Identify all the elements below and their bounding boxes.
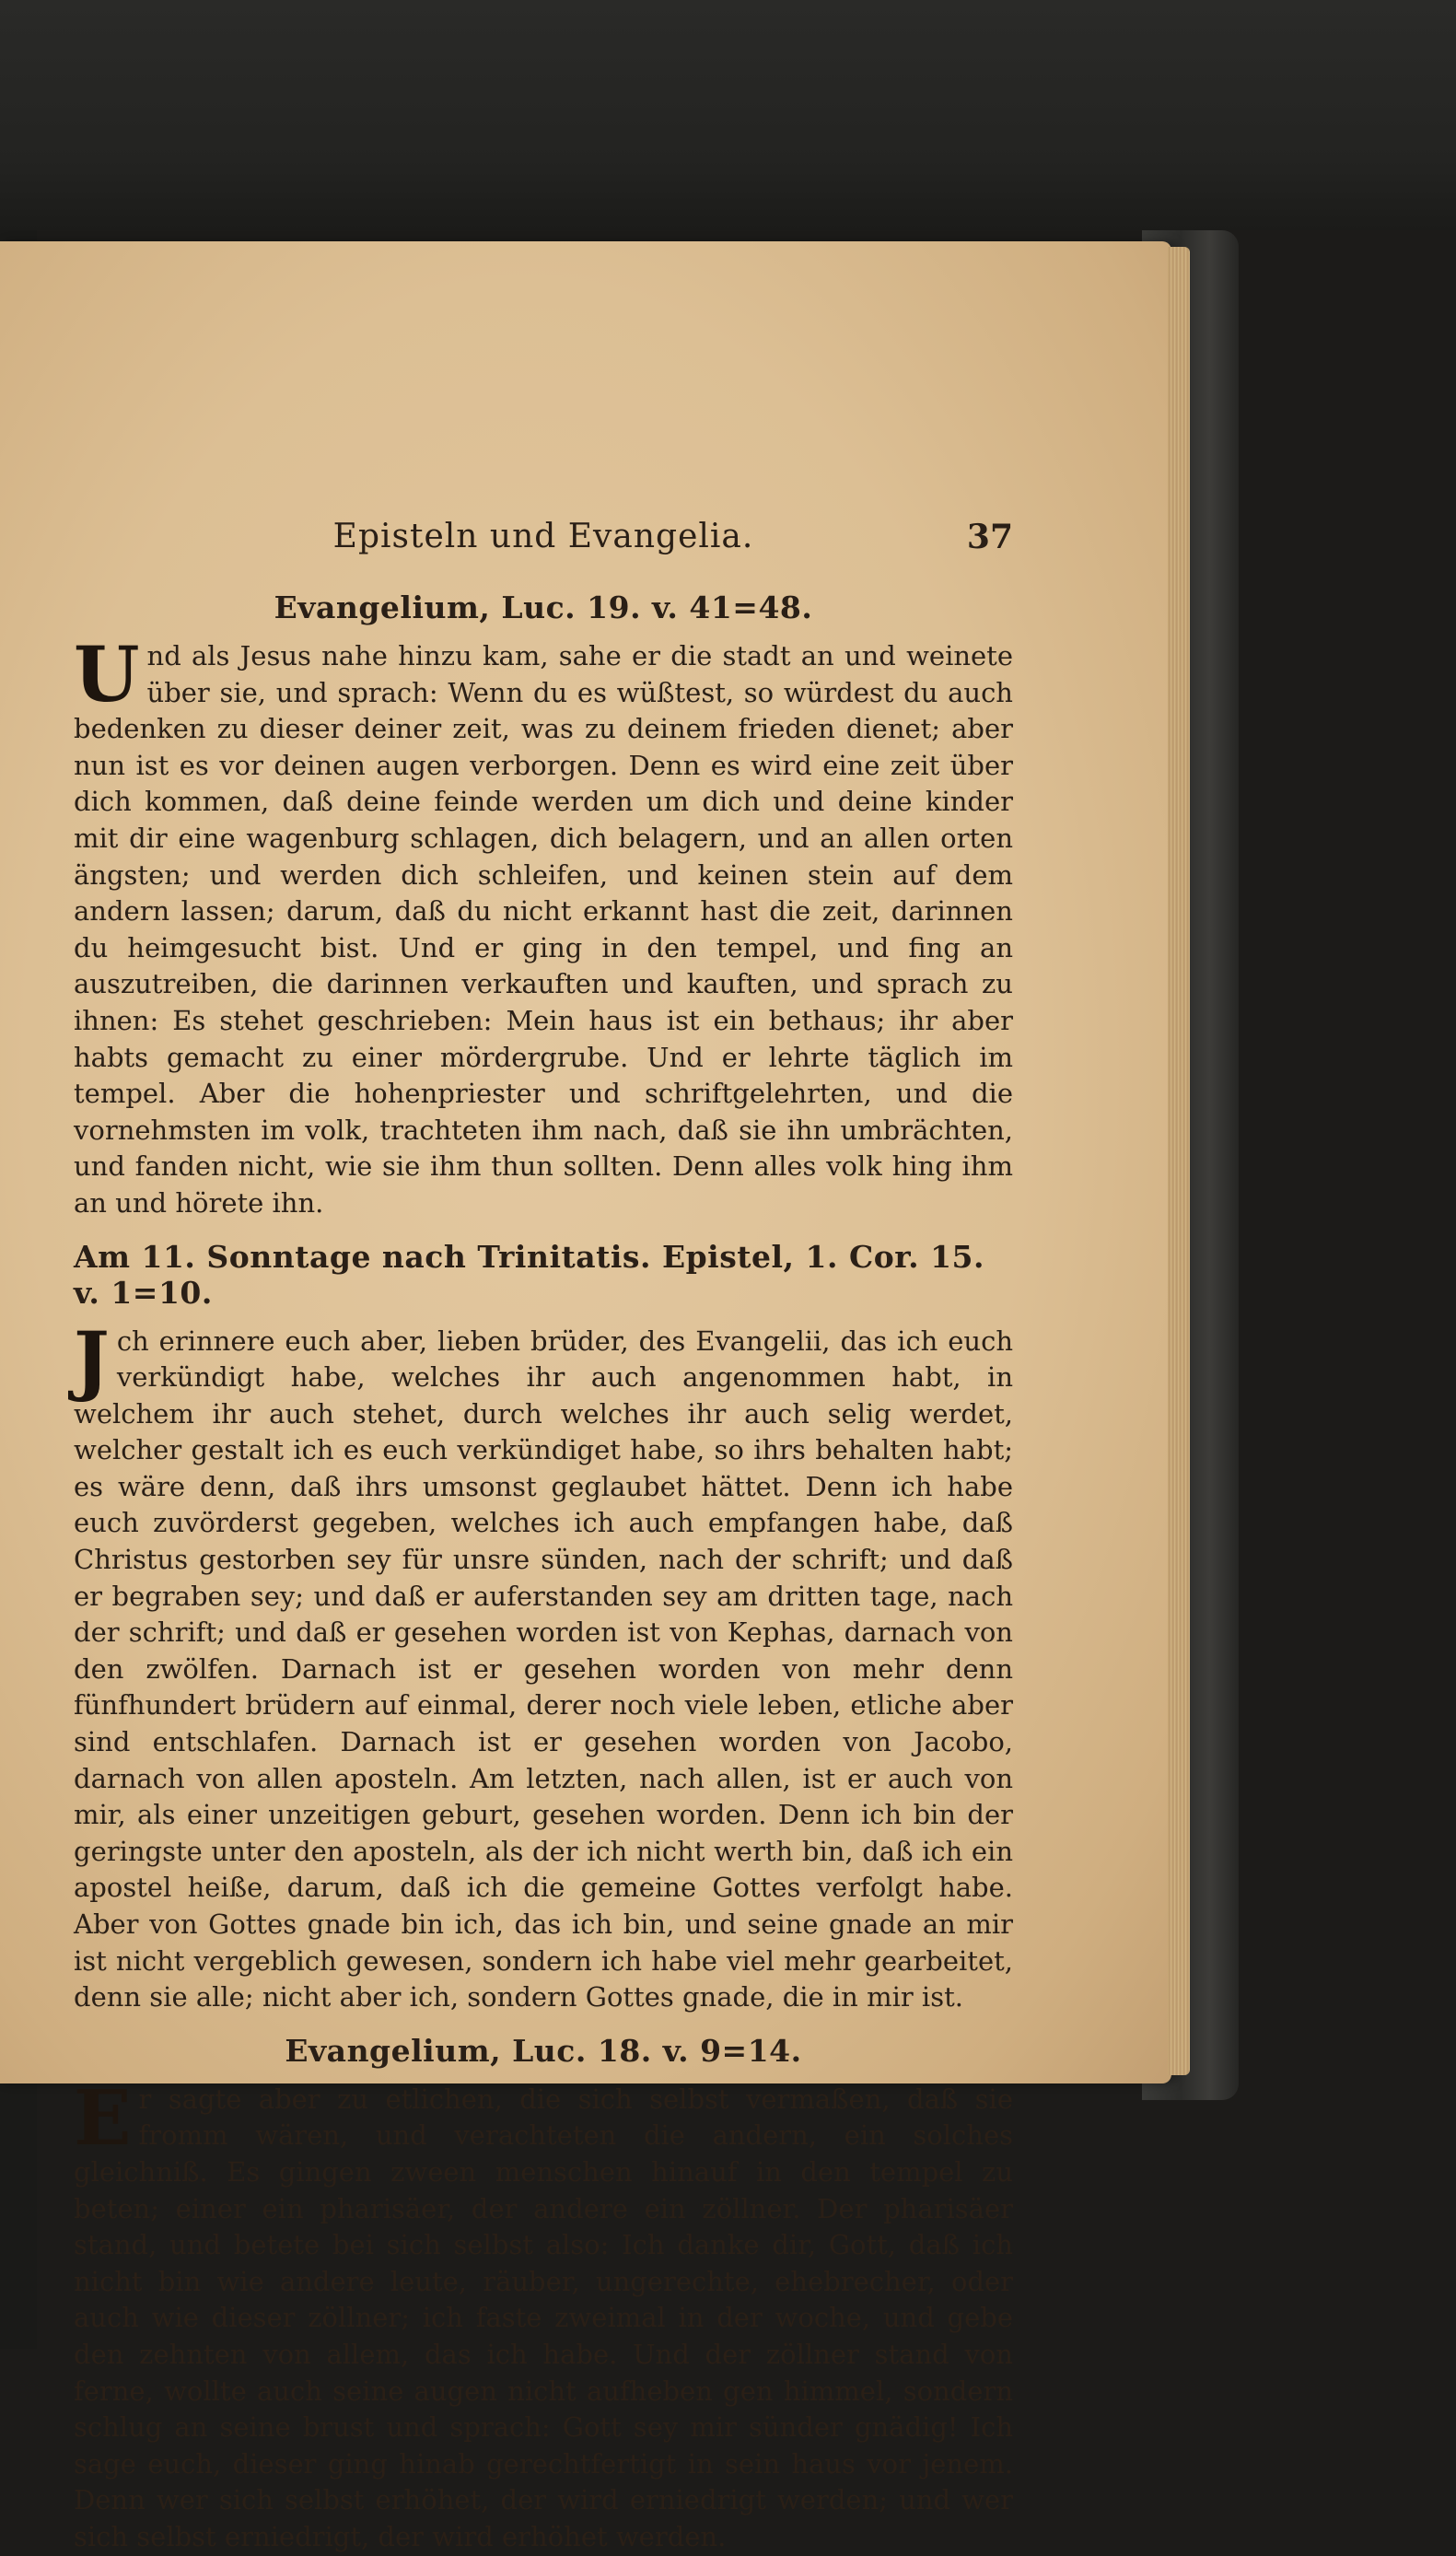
page-edges bbox=[1168, 247, 1190, 2075]
section-heading-gospel-luke-18: Evangelium, Luc. 18. v. 9=14. bbox=[285, 2032, 802, 2069]
section-text-gospel-luke-18 bbox=[74, 2073, 1013, 2556]
book-page bbox=[0, 241, 1171, 2552]
section-text-gospel-luke-19 bbox=[74, 631, 1013, 1222]
paragraph-text: r sagte aber zu etlichen, die sich selbst vermaßen, daß sie fromm wären, und verachteten die andern, ein solches gleichniß. Es gingen zween menschen hinauf in den tempel zu beten; einer ein pharisäer, der andere ein zöllner. Der pharisäer stand, und betete bei sich selbst also: Ich danke dir, Gott, daß ich nicht bin wie andere leute, räuber, ungerechte, ehebrecher, oder auch wie dieser zöllner; ich faste zweimal in der woche, und gebe den zehnten von allem, das ich habe. Und der zöllner stand von ferne, wollte auch seine augen nicht aufheben gen himmel, sondern schlug an seine brust und sprach: Gott sey mir sünder gnädig! Ich sage euch, dieser ging hinab gerechtfertigt in sein haus vor jenem. Denn wer sich selbst erhöhet, der wird erniedrigt werden; und wer sich selbst erniedrigt, der wird erhöhet werden. bbox=[74, 2083, 1013, 2552]
section-text-epistle-cor-15 bbox=[74, 1315, 1013, 2016]
background-top bbox=[0, 0, 1456, 230]
running-title: Episteln und Evangelia. bbox=[332, 518, 754, 555]
drop-cap: E bbox=[74, 2073, 132, 2163]
section-heading-epistle-cor-15: Am 11. Sonntage nach Trinitatis. Epistel, 1. Cor. 15. v. 1=10. bbox=[74, 1238, 984, 1311]
drop-cap: U bbox=[74, 631, 140, 719]
drop-cap: J bbox=[74, 1315, 110, 1405]
page-number: 37 bbox=[966, 518, 1013, 556]
section-heading-gospel-luke-19: Evangelium, Luc. 19. v. 41=48. bbox=[274, 589, 813, 625]
paragraph-text: nd als Jesus nahe hinzu kam, sahe er die stadt an und weinete über sie, und sprach: Wenn du es wüßtest, so würdest du auch bedenken zu dieser deiner zeit, was zu deinem frieden dienet; aber nun ist es vor deinen augen verborgen. Denn es wird eine zeit über dich kommen, daß deine feinde werden um dich und deine kinder mit dir eine wagenburg schlagen, dich belagern, und an allen orten ängsten; und werden dich schleifen, und keinen stein auf dem andern lassen; darum, daß du nicht erkannt hast die zeit, darinnen du heimgesucht bist. Und er ging in den tempel, und fing an auszutreiben, die darinnen verkauften und kauften, und sprach zu ihnen: Es stehet geschrieben: Mein haus ist ein bethaus; ihr aber habts gemacht zu einer mördergrube. Und er lehrte täglich im tempel. Aber die hohenpriester und schriftgelehrten, und die vornehmsten im volk, trachteten ihm nach, daß sie ihn umbrächten, und fanden nicht, wie sie ihm thun sollten. Denn alles volk hing ihm an und hörete ihn. bbox=[74, 640, 1013, 1219]
paragraph-text: ch erinnere euch aber, lieben brüder, des Evangelii, das ich euch verkündigt habe, welches ihr auch angenommen habt, in welchem ihr auch stehet, durch welches ihr auch selig werdet, welcher gestalt ich es euch verkündiget habe, so ihrs behalten habt; es wäre denn, daß ihrs umsonst geglaubet hättet. Denn ich habe euch zuvörderst gegeben, welches ich auch empfangen habe, daß Christus gestorben sey für unsre sünden, nach der schrift; und daß er begraben sey; und daß er auferstanden sey am dritten tage, nach der schrift; und daß er gesehen worden ist von Kephas, darnach von den zwölfen. Darnach ist er gesehen worden von mehr denn fünfhundert brüdern auf einmal, derer noch viele leben, etliche aber sind entschlafen. Darnach ist er gesehen worden von Jacobo, darnach von allen aposteln. Am letzten, nach allen, ist er auch von mir, als einer unzeitigen geburt, gesehen worden. Denn ich bin der geringste unter den aposteln, als der ich nicht werth bin, daß ich ein apostel heiße, darum, daß ich die gemeine Gottes verfolgt habe. Aber von Gottes gnade bin ich, das ich bin, und seine gnade an mir ist nicht vergeblich gewesen, sondern ich habe viel mehr gearbeitet, denn sie alle; nicht aber ich, sondern Gottes gnade, die in mir ist. bbox=[74, 1325, 1013, 2013]
running-head bbox=[74, 518, 1013, 573]
page-content bbox=[74, 518, 1013, 2556]
